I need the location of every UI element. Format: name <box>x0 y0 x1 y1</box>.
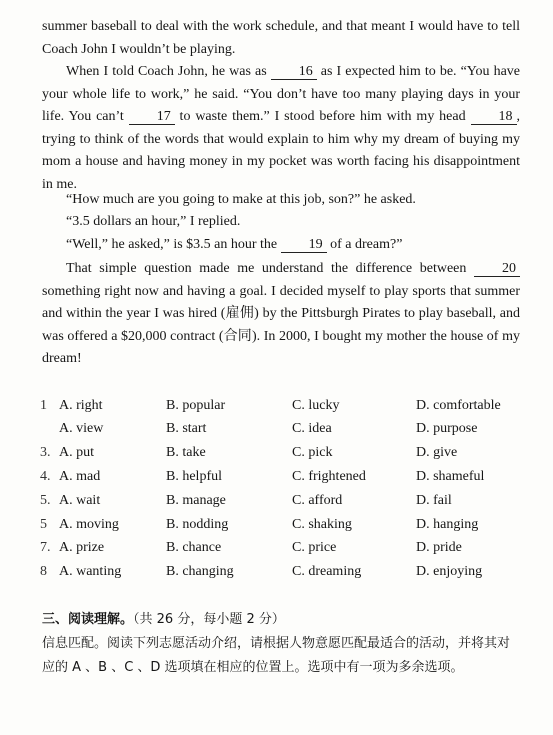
p6-text-a: That simple question made me understand the difference between <box>66 261 474 276</box>
option-a: A. wait <box>59 493 101 508</box>
option-a: A. put <box>59 445 94 460</box>
option-d: D. hanging <box>416 517 479 532</box>
option-b: B. chance <box>166 540 222 555</box>
question-number: 5. <box>40 493 51 508</box>
option-a: A. moving <box>59 517 119 532</box>
p2-text-d: , trying to think of the words that would explain to him why my dream of buying my mom a house and having money in my pocket was worth facing his disappointment in me. <box>42 109 520 192</box>
p5-text-a: “Well,” he asked,” is $3.5 an hour the <box>66 237 281 252</box>
option-b: B. take <box>166 445 206 460</box>
question-number: 1 <box>40 398 47 413</box>
option-a: A. wanting <box>59 564 122 579</box>
section-header <box>42 608 522 632</box>
option-c: C. lucky <box>292 398 340 413</box>
p5-text-b: of a dream?” <box>326 237 403 252</box>
blank-16: 16 <box>271 64 317 80</box>
option-b: B. popular <box>166 398 226 413</box>
passage-paragraph-2 <box>42 61 520 196</box>
option-row <box>0 398 553 420</box>
blank-18: 18 <box>471 109 517 125</box>
option-c: C. afford <box>292 493 343 508</box>
passage-paragraph-3: “How much are you going to make at this job, son?” he asked. <box>66 192 416 207</box>
option-d: D. pride <box>416 540 462 555</box>
option-d: D. fail <box>416 493 452 508</box>
option-b: B. manage <box>166 493 226 508</box>
option-d: D. comfortable <box>416 398 501 413</box>
option-c: C. shaking <box>292 517 352 532</box>
p6-text-b: something right now and having a goal. I decided myself to play sports that summer and within the year I was hired (雇佣) by the Pittsburgh Pirates to play baseball, and was offered a $20,000 contract (合同). In 2000, I bought my mother the house of my dream! <box>42 283 520 366</box>
option-row <box>0 421 553 443</box>
option-d: D. purpose <box>416 421 478 436</box>
option-a: A. prize <box>59 540 105 555</box>
option-a: A. mad <box>59 469 101 484</box>
option-a: A. view <box>59 421 104 436</box>
option-c: C. idea <box>292 421 332 436</box>
question-number: 4. <box>40 469 51 484</box>
blank-17: 17 <box>129 109 175 125</box>
blank-20: 20 <box>474 261 520 277</box>
question-number: 5 <box>40 517 47 532</box>
option-b: B. changing <box>166 564 234 579</box>
option-c: C. frightened <box>292 469 366 484</box>
option-a: A. right <box>59 398 103 413</box>
passage-paragraph-4: “3.5 dollars an hour,” I replied. <box>66 214 241 229</box>
question-number: 7. <box>40 540 51 555</box>
option-b: B. helpful <box>166 469 222 484</box>
question-number: 3. <box>40 445 51 460</box>
passage-paragraph-1: summer baseball to deal with the work schedule, and that meant I would have to tell Coach John I wouldn’t be playing. <box>42 19 520 57</box>
blank-19: 19 <box>281 237 327 253</box>
option-b: B. start <box>166 421 207 436</box>
section-score: （共 26 分，每小题 2 分） <box>133 612 285 627</box>
option-row <box>0 469 553 491</box>
question-number: 8 <box>40 564 47 579</box>
option-row <box>0 445 553 467</box>
option-d: D. shameful <box>416 469 485 484</box>
option-c: C. pick <box>292 445 333 460</box>
p2-text-c: to waste them.” I stood before him with my head <box>174 109 471 124</box>
section-instructions: 信息匹配。阅读下列志愿活动介绍，请根据人物意愿匹配最适合的活动，并将其对应的 A 、B 、C 、D 选项填在相应的位置上。选项中有一项为多余选项。 <box>42 636 511 675</box>
option-c: C. dreaming <box>292 564 362 579</box>
p2-text-b: as I expected him to be. “You have your whole life to work,” he said. “You don’t have too many playing days in your life. You can’t <box>42 64 520 124</box>
option-row <box>0 564 553 586</box>
p2-text-a: When I told Coach John, he was as <box>66 64 271 79</box>
passage-paragraph-6 <box>42 258 520 371</box>
option-c: C. price <box>292 540 337 555</box>
section-heading: 三、阅读理解。 <box>42 612 134 627</box>
passage-paragraph-5 <box>42 234 520 257</box>
option-row <box>0 540 553 562</box>
option-d: D. enjoying <box>416 564 483 579</box>
option-row <box>0 493 553 515</box>
option-d: D. give <box>416 445 458 460</box>
option-b: B. nodding <box>166 517 229 532</box>
option-row <box>0 517 553 539</box>
